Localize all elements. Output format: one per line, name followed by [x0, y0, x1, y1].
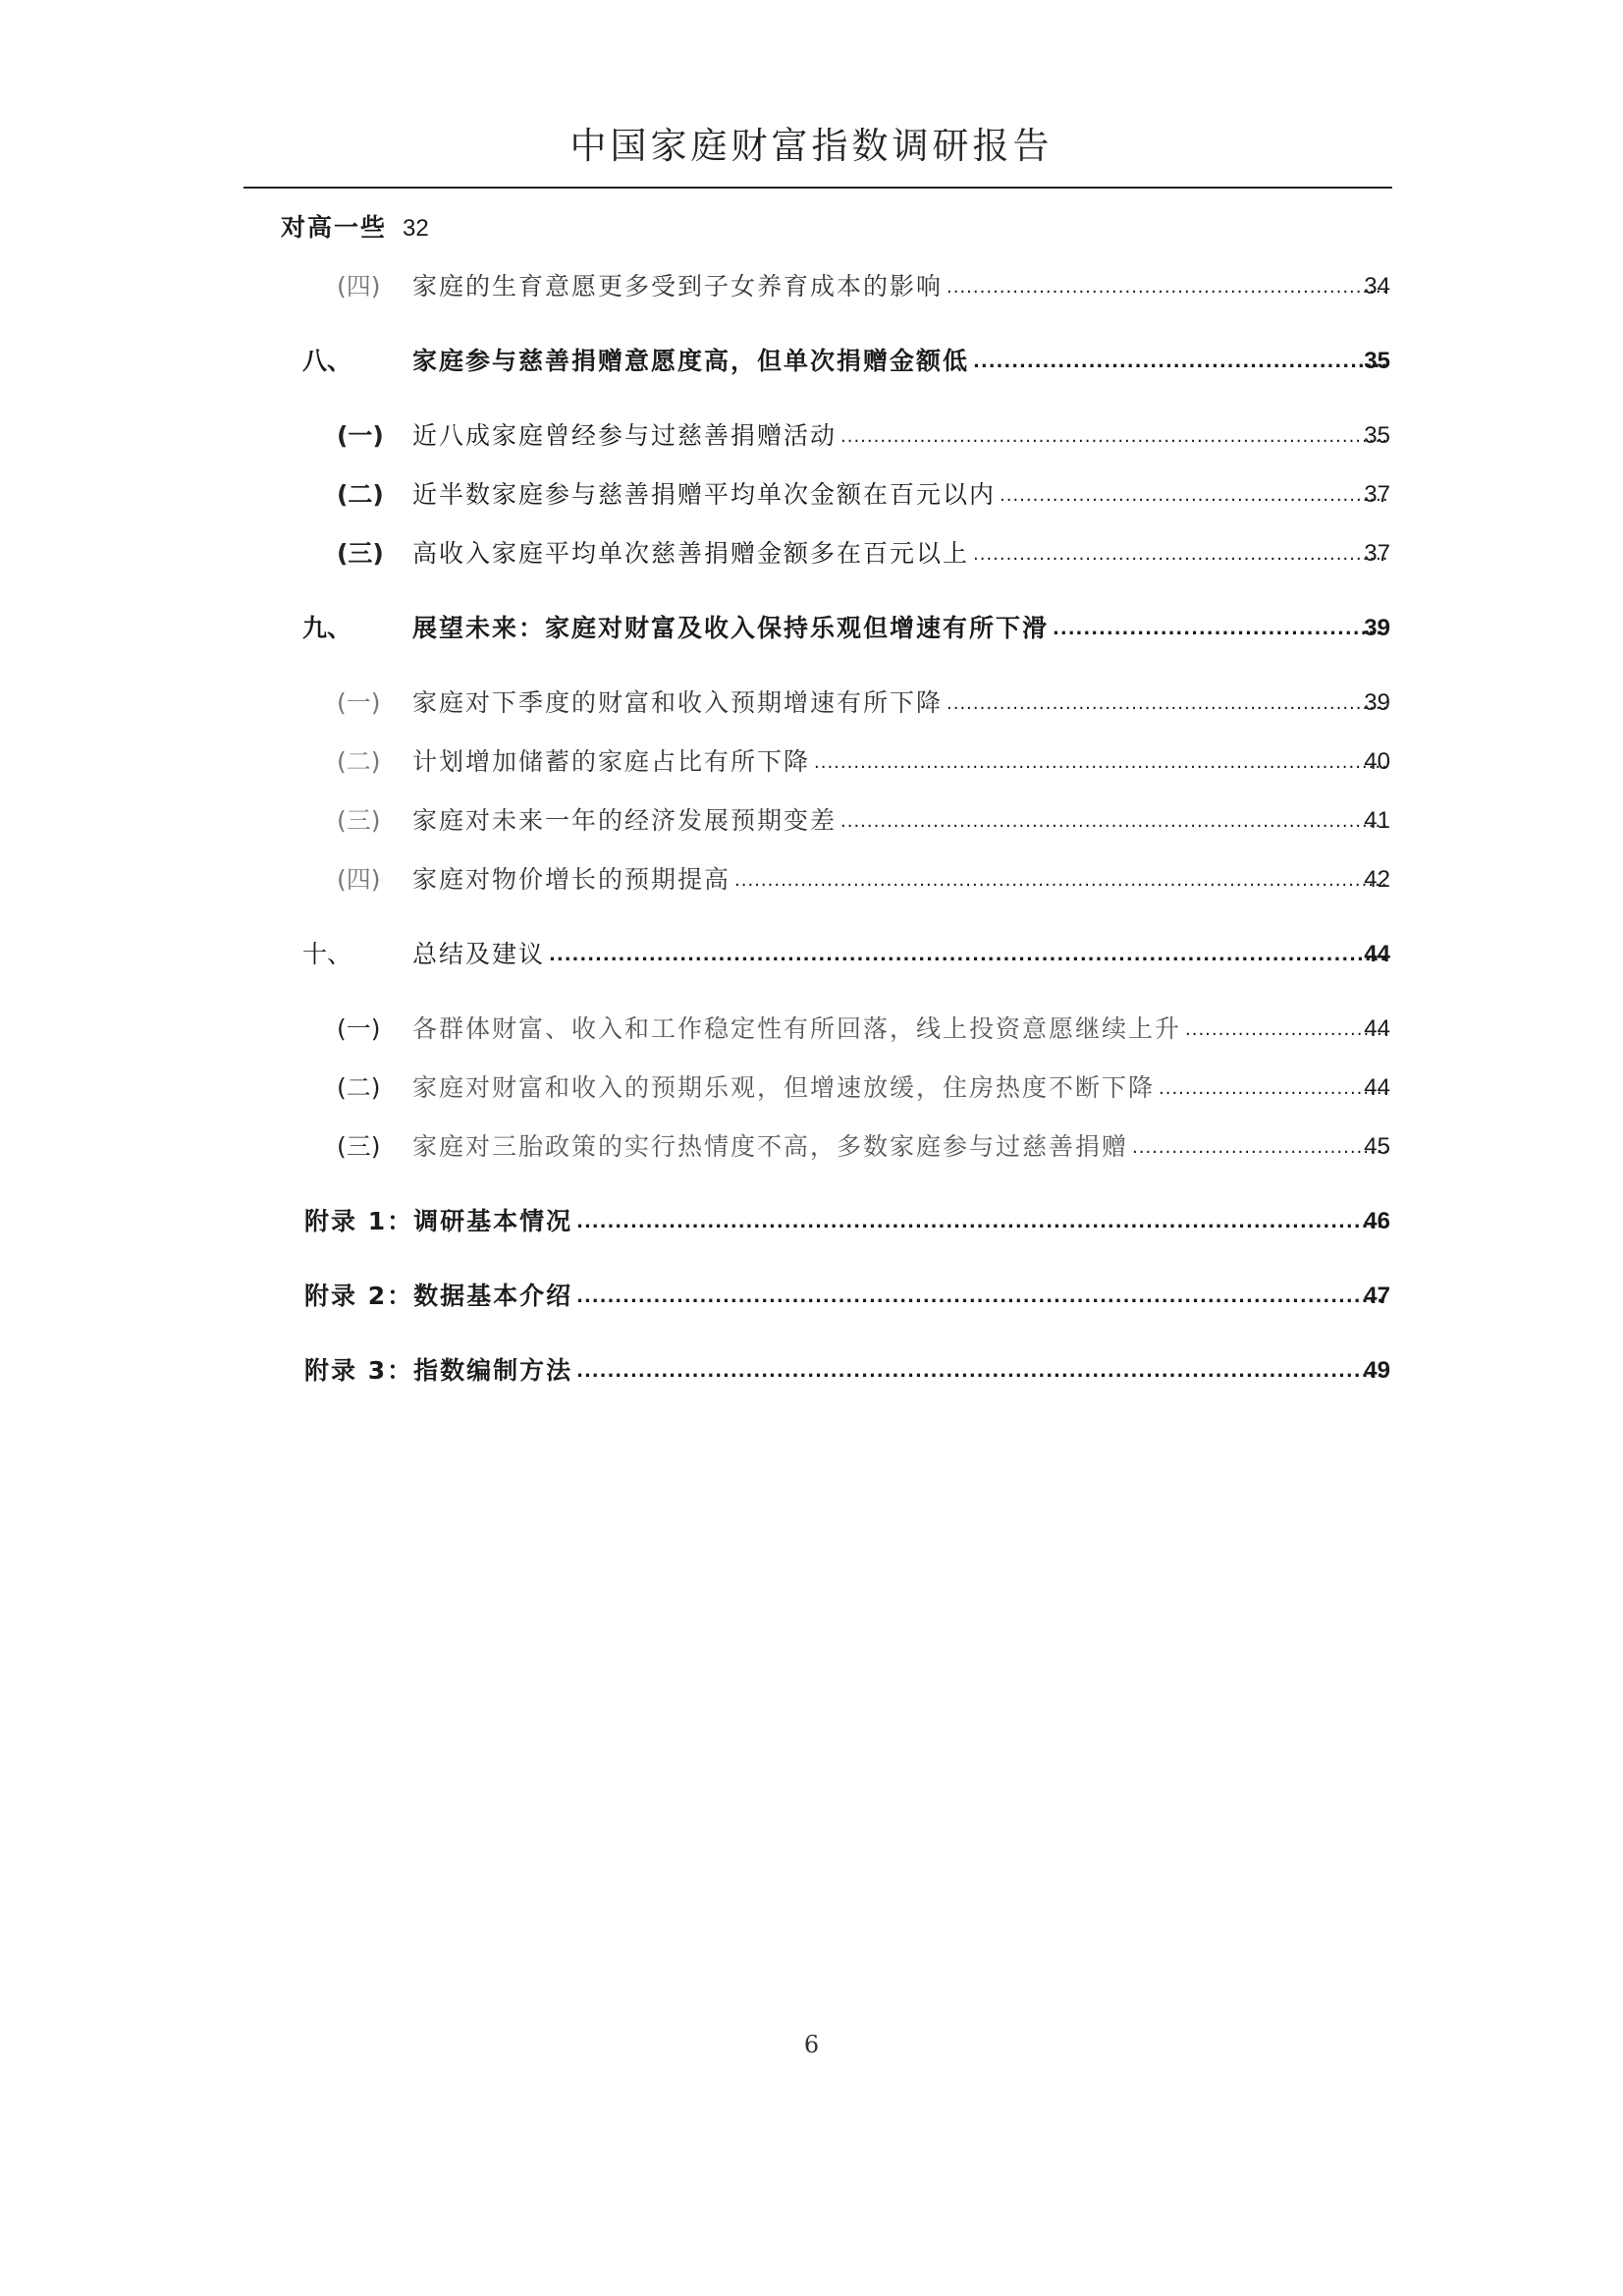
- continuation-page: 32: [403, 215, 429, 242]
- toc-entry-page: 49: [1364, 1357, 1390, 1384]
- toc-entry-title: 家庭参与慈善捐赠意愿度高，但单次捐赠金额低: [412, 347, 970, 375]
- toc-entry-page: 46: [1364, 1208, 1390, 1234]
- toc-leader-dots: [576, 1278, 1386, 1317]
- toc-entry-title: 附录 1：调研基本情况: [304, 1207, 573, 1235]
- toc-leader-dots: [973, 535, 1386, 574]
- toc-entry-title: 近半数家庭参与慈善捐赠平均单次金额在百元以内: [412, 480, 997, 509]
- toc-entry-page: 39: [1364, 615, 1390, 641]
- toc-entry-title: 附录 2：数据基本介绍: [304, 1282, 573, 1310]
- toc-entry[interactable]: [0, 1068, 1623, 1108]
- toc-entry-title: 近八成家庭曾经参与过慈善捐赠活动: [412, 421, 838, 450]
- toc-entry[interactable]: [0, 342, 1623, 381]
- toc-entry-page: 37: [1364, 540, 1390, 567]
- toc-entry-title: 各群体财富、收入和工作稳定性有所回落，线上投资意愿继续上升: [412, 1014, 1182, 1043]
- toc-entry-title: 总结及建议: [412, 940, 546, 968]
- toc-entry-title: 家庭的生育意愿更多受到子女养育成本的影响: [412, 272, 944, 301]
- toc-leader-dots: [1053, 610, 1386, 649]
- toc-leader-dots: [1132, 1128, 1386, 1168]
- toc-leader-dots: [549, 936, 1386, 975]
- toc-entry[interactable]: [0, 860, 1623, 900]
- toc-entry-page: 45: [1364, 1133, 1390, 1160]
- toc-entry[interactable]: [0, 1010, 1623, 1049]
- toc-entry[interactable]: [0, 742, 1623, 782]
- toc-entry[interactable]: [0, 1127, 1623, 1167]
- toc-entry-page: 47: [1364, 1283, 1390, 1309]
- toc-entry-page: 44: [1364, 1015, 1390, 1042]
- toc-entry[interactable]: [0, 801, 1623, 841]
- toc-entry[interactable]: [0, 416, 1623, 456]
- toc-entry-number: (三): [337, 1132, 381, 1161]
- toc-entry-number: (四): [337, 272, 381, 301]
- toc-entry-title: 家庭对物价增长的预期提高: [412, 865, 731, 894]
- toc-entry-title: 家庭对三胎政策的实行热情度不高，多数家庭参与过慈善捐赠: [412, 1132, 1129, 1161]
- toc-leader-dots: [814, 743, 1386, 783]
- page-number: 6: [803, 2031, 820, 2058]
- toc-entry-number: (一): [337, 421, 384, 450]
- toc-entry-title: 计划增加储蓄的家庭占比有所下降: [412, 747, 811, 776]
- toc-entry-appendix[interactable]: [0, 1277, 1623, 1316]
- toc-entry-appendix[interactable]: [0, 1202, 1623, 1241]
- toc-leader-dots: [840, 417, 1386, 457]
- toc-entry-number: 八、: [302, 347, 352, 375]
- toc-entry-title: 家庭对未来一年的经济发展预期变差: [412, 806, 838, 835]
- toc-entry-title: 家庭对下季度的财富和收入预期增速有所下降: [412, 688, 944, 717]
- toc-entry-title: 家庭对财富和收入的预期乐观，但增速放缓，住房热度不断下降: [412, 1073, 1156, 1102]
- toc-entry-number: (一): [337, 1014, 381, 1043]
- toc-entry-page: 44: [1364, 1074, 1390, 1101]
- toc-entry[interactable]: [0, 475, 1623, 515]
- toc-entry-title: 附录 3：指数编制方法: [304, 1356, 573, 1385]
- toc-entry-page: 35: [1364, 348, 1390, 374]
- continuation-text: 对高一些: [281, 213, 388, 242]
- toc-entry-page: 39: [1364, 689, 1390, 716]
- toc-leader-dots: [1000, 476, 1386, 516]
- toc-leader-dots: [576, 1352, 1386, 1392]
- toc-entry[interactable]: [0, 683, 1623, 723]
- toc-leader-dots: [840, 802, 1386, 842]
- toc-entry-number: (一): [337, 688, 381, 717]
- toc-entry-page: 42: [1364, 866, 1390, 893]
- toc-entry-page: 35: [1364, 422, 1390, 449]
- toc-leader-dots: [576, 1203, 1386, 1242]
- toc-entry-number: (四): [337, 865, 381, 894]
- toc-entry-number: (二): [337, 747, 381, 776]
- toc-leader-dots: [734, 861, 1386, 901]
- toc-entry-title: 展望未来：家庭对财富及收入保持乐观但增速有所下滑: [412, 614, 1050, 642]
- toc-entry[interactable]: [0, 534, 1623, 574]
- toc-entry[interactable]: [0, 935, 1623, 974]
- toc-leader-dots: [947, 684, 1386, 724]
- toc-entry-number: (三): [337, 806, 381, 835]
- toc-entry-page: 37: [1364, 481, 1390, 508]
- toc-entry[interactable]: [0, 267, 1623, 306]
- toc-entry-number: 十、: [302, 940, 352, 968]
- toc-entry-number: (三): [337, 539, 384, 568]
- toc-entry-number: 九、: [302, 614, 352, 642]
- toc-entry-title: 高收入家庭平均单次慈善捐赠金额多在百元以上: [412, 539, 970, 568]
- toc-leader-dots: [947, 268, 1386, 307]
- toc-entry-page: 34: [1364, 273, 1390, 300]
- toc-entry-number: (二): [337, 1073, 381, 1102]
- toc-entry-page: 41: [1364, 807, 1390, 834]
- toc-entry[interactable]: [0, 609, 1623, 648]
- toc-entry-number: (二): [337, 480, 384, 509]
- page-header-title: 中国家庭财富指数调研报告: [569, 125, 1054, 167]
- toc-leader-dots: [973, 343, 1386, 382]
- toc-entry-page: 44: [1364, 941, 1390, 967]
- toc-entry-appendix[interactable]: [0, 1351, 1623, 1391]
- toc-entry-page: 40: [1364, 748, 1390, 775]
